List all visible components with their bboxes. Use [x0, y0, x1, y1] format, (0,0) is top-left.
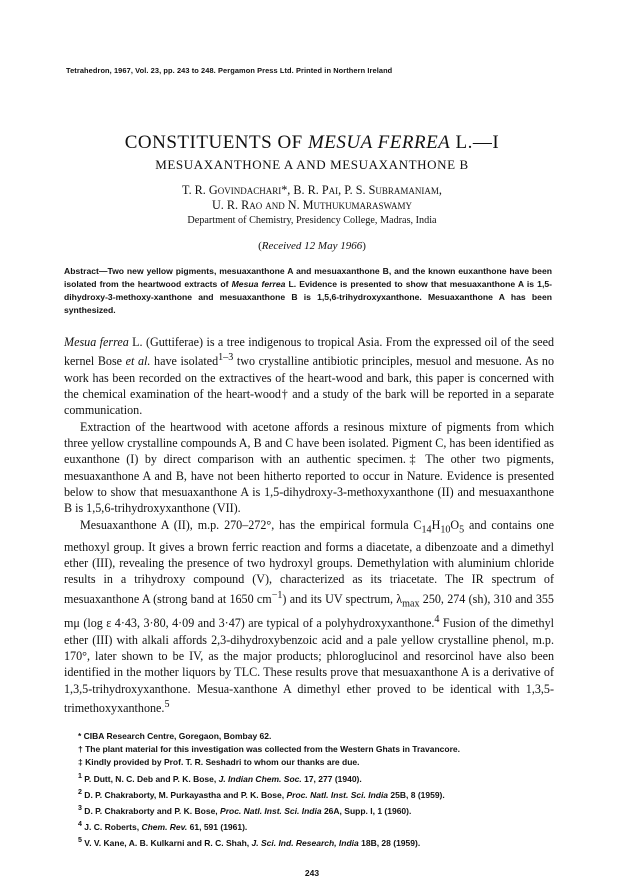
abstract-text-1: —Two new yellow pigments, mesuaxanthone A and mesuaxanthone B, and the known euxanthone have been isolated from the heartwood extracts of — [64, 266, 552, 289]
reference-authors: D. P. Chakraborty and P. K. Bose, — [81, 805, 221, 816]
abstract-text-2: L. Evidence is presented to show that mesuaxanthone A is 1,5-dihydroxy-3-methoxy-xanthone and mesuaxanthone B is 1,5,6-trihydroxyxanthone. Mesuaxanthone A has been synthesized. — [64, 279, 552, 315]
reference-journal: Chem. Rev. — [141, 821, 188, 832]
p3-sub-max: max — [402, 598, 420, 610]
p3-text-4: and contains one methoxyl group. It gives a brown ferric reaction and forms a diacetate, a dibenzoate and a dimethyl ether (III), revealing the presence of two hydroxyl groups. Demethylation with aluminium chloride results in a trihydroxy compound (V), characterized as its triacetate. The IR spectrum of mesuaxanthone A (strong band at 1650 cm — [64, 517, 554, 606]
paragraph-1 — [64, 334, 554, 419]
reference — [64, 834, 564, 850]
p3-text-2: H — [431, 517, 441, 532]
p3-text-7: Fusion of the dimethyl ether (III) with alkali affords 2,3-dihydroxybenzoic acid and a pale yellow crystalline phenol, m.p. 170°, later shown to be IV, as the major products; phloroglucinol and resorcinol have also been identified in the mother liquors by TLC. These results prove that mesuaxanthone A is a derivative of 1,3,5-trihydroxyxanthone. Mesua-xanthone A dimethyl ether proved to be identical with 1,3,5-trimethoxyxanthone. — [64, 616, 555, 716]
p3-sup-minus1: −1 — [271, 589, 283, 601]
received-open: ( — [258, 240, 262, 252]
authors-line-2: U. R. Rao and N. Muthukumaraswamy — [211, 198, 413, 212]
reference-number: 4 — [78, 819, 82, 828]
reference-number: 5 — [78, 835, 82, 844]
p3-ref-4: 4 — [434, 614, 440, 626]
reference — [64, 818, 564, 834]
running-head: Tetrahedron, 1967, Vol. 23, pp. 243 to 248. Pergamon Press Ltd. Printed in Northern Ireland — [66, 66, 393, 75]
body-text — [64, 334, 554, 717]
title-species: MESUA FERREA — [307, 132, 451, 153]
page-number: 243 — [304, 868, 320, 878]
reference-number: 1 — [78, 771, 82, 780]
p3-ref-5: 5 — [164, 699, 170, 711]
p1-text-3: two crystalline antibiotic principles, mesuol and mesuone. As no work has been recorded on the extractives of the heart-wood and bark, this paper is concerned with the chemical examination of the heart-wood† and a study of the bark will be reported in a separate communication. — [64, 354, 555, 418]
received-date — [0, 240, 624, 252]
footnote: * CIBA Research Centre, Goregaon, Bombay 62. — [78, 731, 272, 741]
article-title — [0, 132, 624, 154]
reference-details: 17, 277 (1940). — [301, 773, 362, 784]
p3-text-1: Mesuaxanthone A (II), m.p. 270–272°, has the empirical formula C — [80, 517, 422, 532]
received-label: Received 12 May 1966 — [261, 240, 363, 252]
p3-sub-10: 10 — [440, 524, 451, 536]
reference-details: 18B, 28 (1959). — [358, 837, 421, 848]
footnote: ‡ Kindly provided by Prof. T. R. Seshadri to whom our thanks are due. — [78, 757, 360, 768]
title-prefix: CONSTITUENTS OF — [124, 132, 308, 153]
article-subtitle: MESUAXANTHONE A AND MESUAXANTHONE B — [155, 157, 469, 172]
reference-authors: J. C. Roberts, — [81, 821, 142, 832]
p1-etal: et al. — [125, 354, 151, 369]
p3-sub-5: 5 — [459, 524, 465, 536]
reference-journal: J. Sci. Ind. Research, India — [251, 837, 359, 848]
p1-text-2: have isolated — [150, 354, 219, 369]
reference — [64, 802, 564, 818]
reference-authors: D. P. Chakraborty, M. Purkayastha and P. K. Bose, — [81, 789, 287, 800]
reference-number: 2 — [78, 787, 82, 796]
paragraph-3 — [64, 517, 554, 717]
received-close: ) — [362, 240, 366, 252]
abstract-label: Abstract — [64, 266, 99, 276]
paragraph-2: Extraction of the heartwood with acetone affords a resinous mixture of pigments from which three yellow crystalline compounds A, B and C have been isolated. Pigment C, has been identified as euxanthone (I) by direct comparison with an authentic specimen.‡ The other two pigments, mesuaxanthone A and B, have not been hitherto reported to occur in Nature. Evidence is presented below to show that mesuaxanthone A is 1,5-dihydroxy-3-methoxyxanthone (II) and mesuaxanthone B is 1,5,6-trihydroxyxanthone (VII). — [64, 419, 554, 516]
reference — [64, 770, 564, 786]
author-block — [0, 183, 624, 228]
reference-number: 3 — [78, 803, 82, 812]
reference-authors: V. V. Kane, A. B. Kulkarni and R. C. Shah, — [81, 837, 252, 848]
footnotes — [64, 730, 564, 850]
abstract-species: Mesua ferrea — [231, 279, 286, 289]
reference-journal: Proc. Natl. Inst. Sci. India — [220, 805, 322, 816]
p3-sub-14: 14 — [421, 524, 432, 536]
reference-journal: J. Indian Chem. Soc. — [218, 773, 302, 784]
authors-line-1: T. R. Govindachari*, B. R. Pai, P. S. Subramaniam, — [182, 183, 442, 197]
reference-details: 25B, 8 (1959). — [388, 789, 445, 800]
p3-text-5: ) and its UV spectrum, λ — [282, 591, 403, 606]
reference-details: 26A, Supp. I, 1 (1960). — [321, 805, 412, 816]
affiliation: Department of Chemistry, Presidency College, Madras, India — [187, 215, 437, 226]
abstract — [64, 265, 552, 317]
title-suffix: L.—I — [450, 132, 500, 153]
reference-authors: P. Dutt, N. C. Deb and P. K. Bose, — [81, 773, 219, 784]
p3-text-3: O — [450, 517, 460, 532]
p1-ref-1-3: 1–3 — [218, 352, 234, 364]
reference — [64, 786, 564, 802]
p1-species: Mesua ferrea — [64, 335, 129, 349]
reference-details: 61, 591 (1961). — [187, 821, 248, 832]
reference-journal: Proc. Natl. Inst. Sci. India — [286, 789, 389, 800]
footnote: † The plant material for this investigation was collected from the Western Ghats in Travancore. — [78, 744, 460, 755]
p1-text-1: L. (Guttiferae) is a tree indigenous to tropical Asia. From the expressed oil of the seed kernel Bose — [64, 335, 554, 369]
p3-text-6: 250, 274 (sh), 310 and 355 mμ (log ε 4·43, 3·80, 4·09 and 3·47) are typical of a polyhydroxyxanthone. — [64, 591, 554, 631]
